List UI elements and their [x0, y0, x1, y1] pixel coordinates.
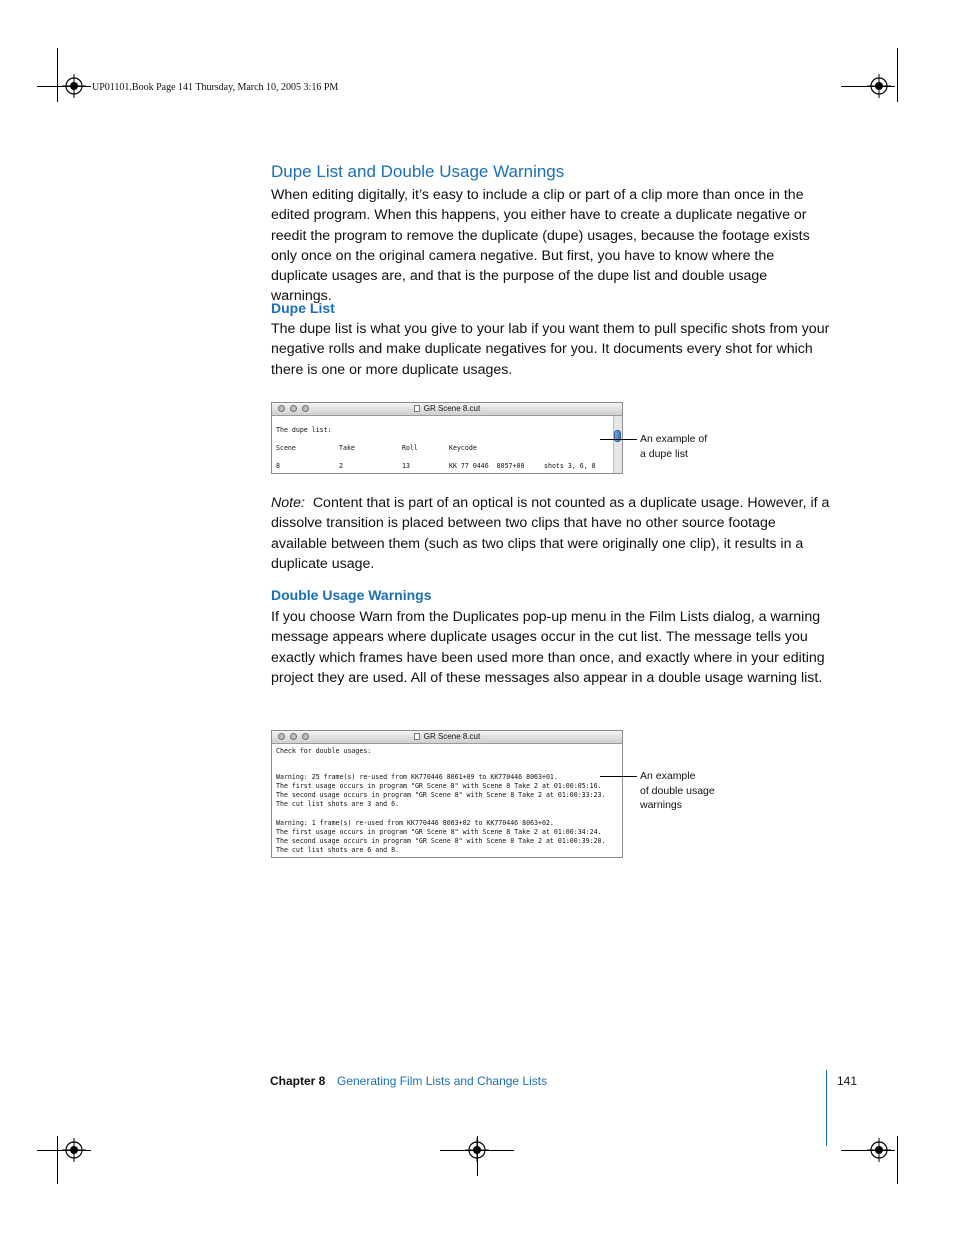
double-usage-callout: [640, 769, 715, 813]
warning-line: The second usage occurs in program "GR Scene 8" with Scene 8 Take 2 at 01:00:39:20.: [276, 837, 606, 845]
callout-leader-line: [600, 776, 637, 777]
vertical-scrollbar[interactable]: [613, 416, 622, 473]
double-usage-window: [271, 730, 623, 858]
callout-line-2: a dupe list: [640, 447, 688, 460]
callout-line-2: of double usage: [640, 784, 715, 797]
cell-keycode: KK 77 0446 8057+00: [449, 462, 525, 470]
callout-line-1: An example: [640, 770, 696, 782]
note-paragraph: [271, 493, 831, 574]
footer-chapter-label: Chapter 8: [270, 1074, 326, 1088]
window-title: [272, 403, 622, 415]
warning-line: The cut list shots are 6 and 8.: [276, 846, 400, 854]
crop-mark: [897, 48, 898, 102]
callout-line-3: warnings: [640, 799, 683, 811]
window-titlebar[interactable]: [272, 731, 622, 744]
window-content: [272, 416, 622, 473]
cell-take: 2: [339, 462, 343, 470]
footer-divider: [826, 1070, 827, 1146]
dupe-list-heading: Dupe List: [271, 300, 335, 316]
dupe-list-window: [271, 402, 623, 474]
callout-leader-line: [600, 439, 637, 440]
warning-line: Check for double usages:: [276, 747, 372, 755]
double-usage-heading: Double Usage Warnings: [271, 587, 432, 603]
window-title: [272, 731, 622, 743]
warning-line: The second usage occurs in program "GR Scene 8" with Scene 8 Take 2 at 01:00:33:23.: [276, 791, 606, 799]
crop-mark: [897, 1136, 898, 1184]
registration-mark-icon: [867, 1138, 891, 1162]
window-title-text: GR Scene 8.cut: [423, 404, 481, 413]
warning-line: The first usage occurs in program "GR Scene 8" with Scene 8 Take 2 at 01:00:34:24.: [276, 828, 602, 836]
note-label: Note:: [271, 495, 305, 511]
dupe-list-body: The dupe list is what you give to your lab if you want them to pull specific shots from your negative rolls and make duplicate negatives for you. It documents every shot for which there is one or more duplicate usages.: [271, 321, 830, 378]
cell-roll: 13: [402, 462, 410, 470]
column-header-scene: Scene: [276, 444, 296, 452]
scrollbar-thumb[interactable]: [614, 430, 621, 442]
document-icon: [414, 405, 420, 412]
column-header-roll: Roll: [402, 444, 418, 452]
warning-line: Warning: 1 frame(s) re-used from KK770446 8063+02 to KK770446 8063+02.: [276, 819, 554, 827]
window-titlebar[interactable]: [272, 403, 622, 416]
section-intro: When editing digitally, it’s easy to include a clip or part of a clip more than once in the edited program. When this happens, you either have to create a duplicate negative or reedit the program to remove the duplicate (dupe) usages, because the footage exists only once on the original camera negative. But first, you have to know where the duplicate usages are, and that is the purpose of the dupe list and double usage warnings.: [271, 187, 810, 305]
callout-line-1: An example of: [640, 433, 708, 445]
cell-scene: 8: [276, 462, 280, 470]
dupe-list-label: The dupe list:: [276, 426, 332, 434]
warning-line: Warning: 25 frame(s) re-used from KK770446 8061+09 to KK770446 8063+01.: [276, 773, 558, 781]
note-text: Content that is part of an optical is not counted as a duplicate usage. However, if a dissolve transition is placed between two clips that have no other source footage available between them (such as two clips that were originally one clip), it results in a duplicate usage.: [271, 495, 830, 572]
registration-mark-icon: [465, 1138, 489, 1162]
crop-mark: [57, 48, 58, 102]
page-number: 141: [837, 1074, 858, 1088]
double-usage-body: If you choose Warn from the Duplicates pop-up menu in the Film Lists dialog, a warning message appears where duplicate usages occur in the cut list. The message tells you exactly which frames have been used more than once, and exactly where in your editing project they are used. All of these messages also appear in a double usage warning list.: [271, 609, 825, 686]
registration-mark-icon: [62, 1138, 86, 1162]
window-content: [272, 744, 622, 857]
warning-line: The first usage occurs in program "GR Scene 8" with Scene 8 Take 2 at 01:00:05:16.: [276, 782, 602, 790]
section-title: Dupe List and Double Usage Warnings: [271, 162, 565, 181]
registration-mark-icon: [867, 74, 891, 98]
print-slug: UP01101.Book Page 141 Thursday, March 10, 2005 3:16 PM: [92, 82, 339, 93]
cell-shots: shots 3, 6, 8: [544, 462, 596, 470]
warning-line: The cut list shots are 3 and 6.: [276, 800, 400, 808]
column-header-take: Take: [339, 444, 355, 452]
footer-chapter-title: Generating Film Lists and Change Lists: [337, 1074, 548, 1088]
dupe-list-callout: [640, 432, 707, 461]
document-icon: [414, 733, 420, 740]
window-title-text: GR Scene 8.cut: [423, 732, 481, 741]
column-header-keycode: Keycode: [449, 444, 477, 452]
crop-mark: [57, 1136, 58, 1184]
registration-mark-icon: [62, 74, 86, 98]
